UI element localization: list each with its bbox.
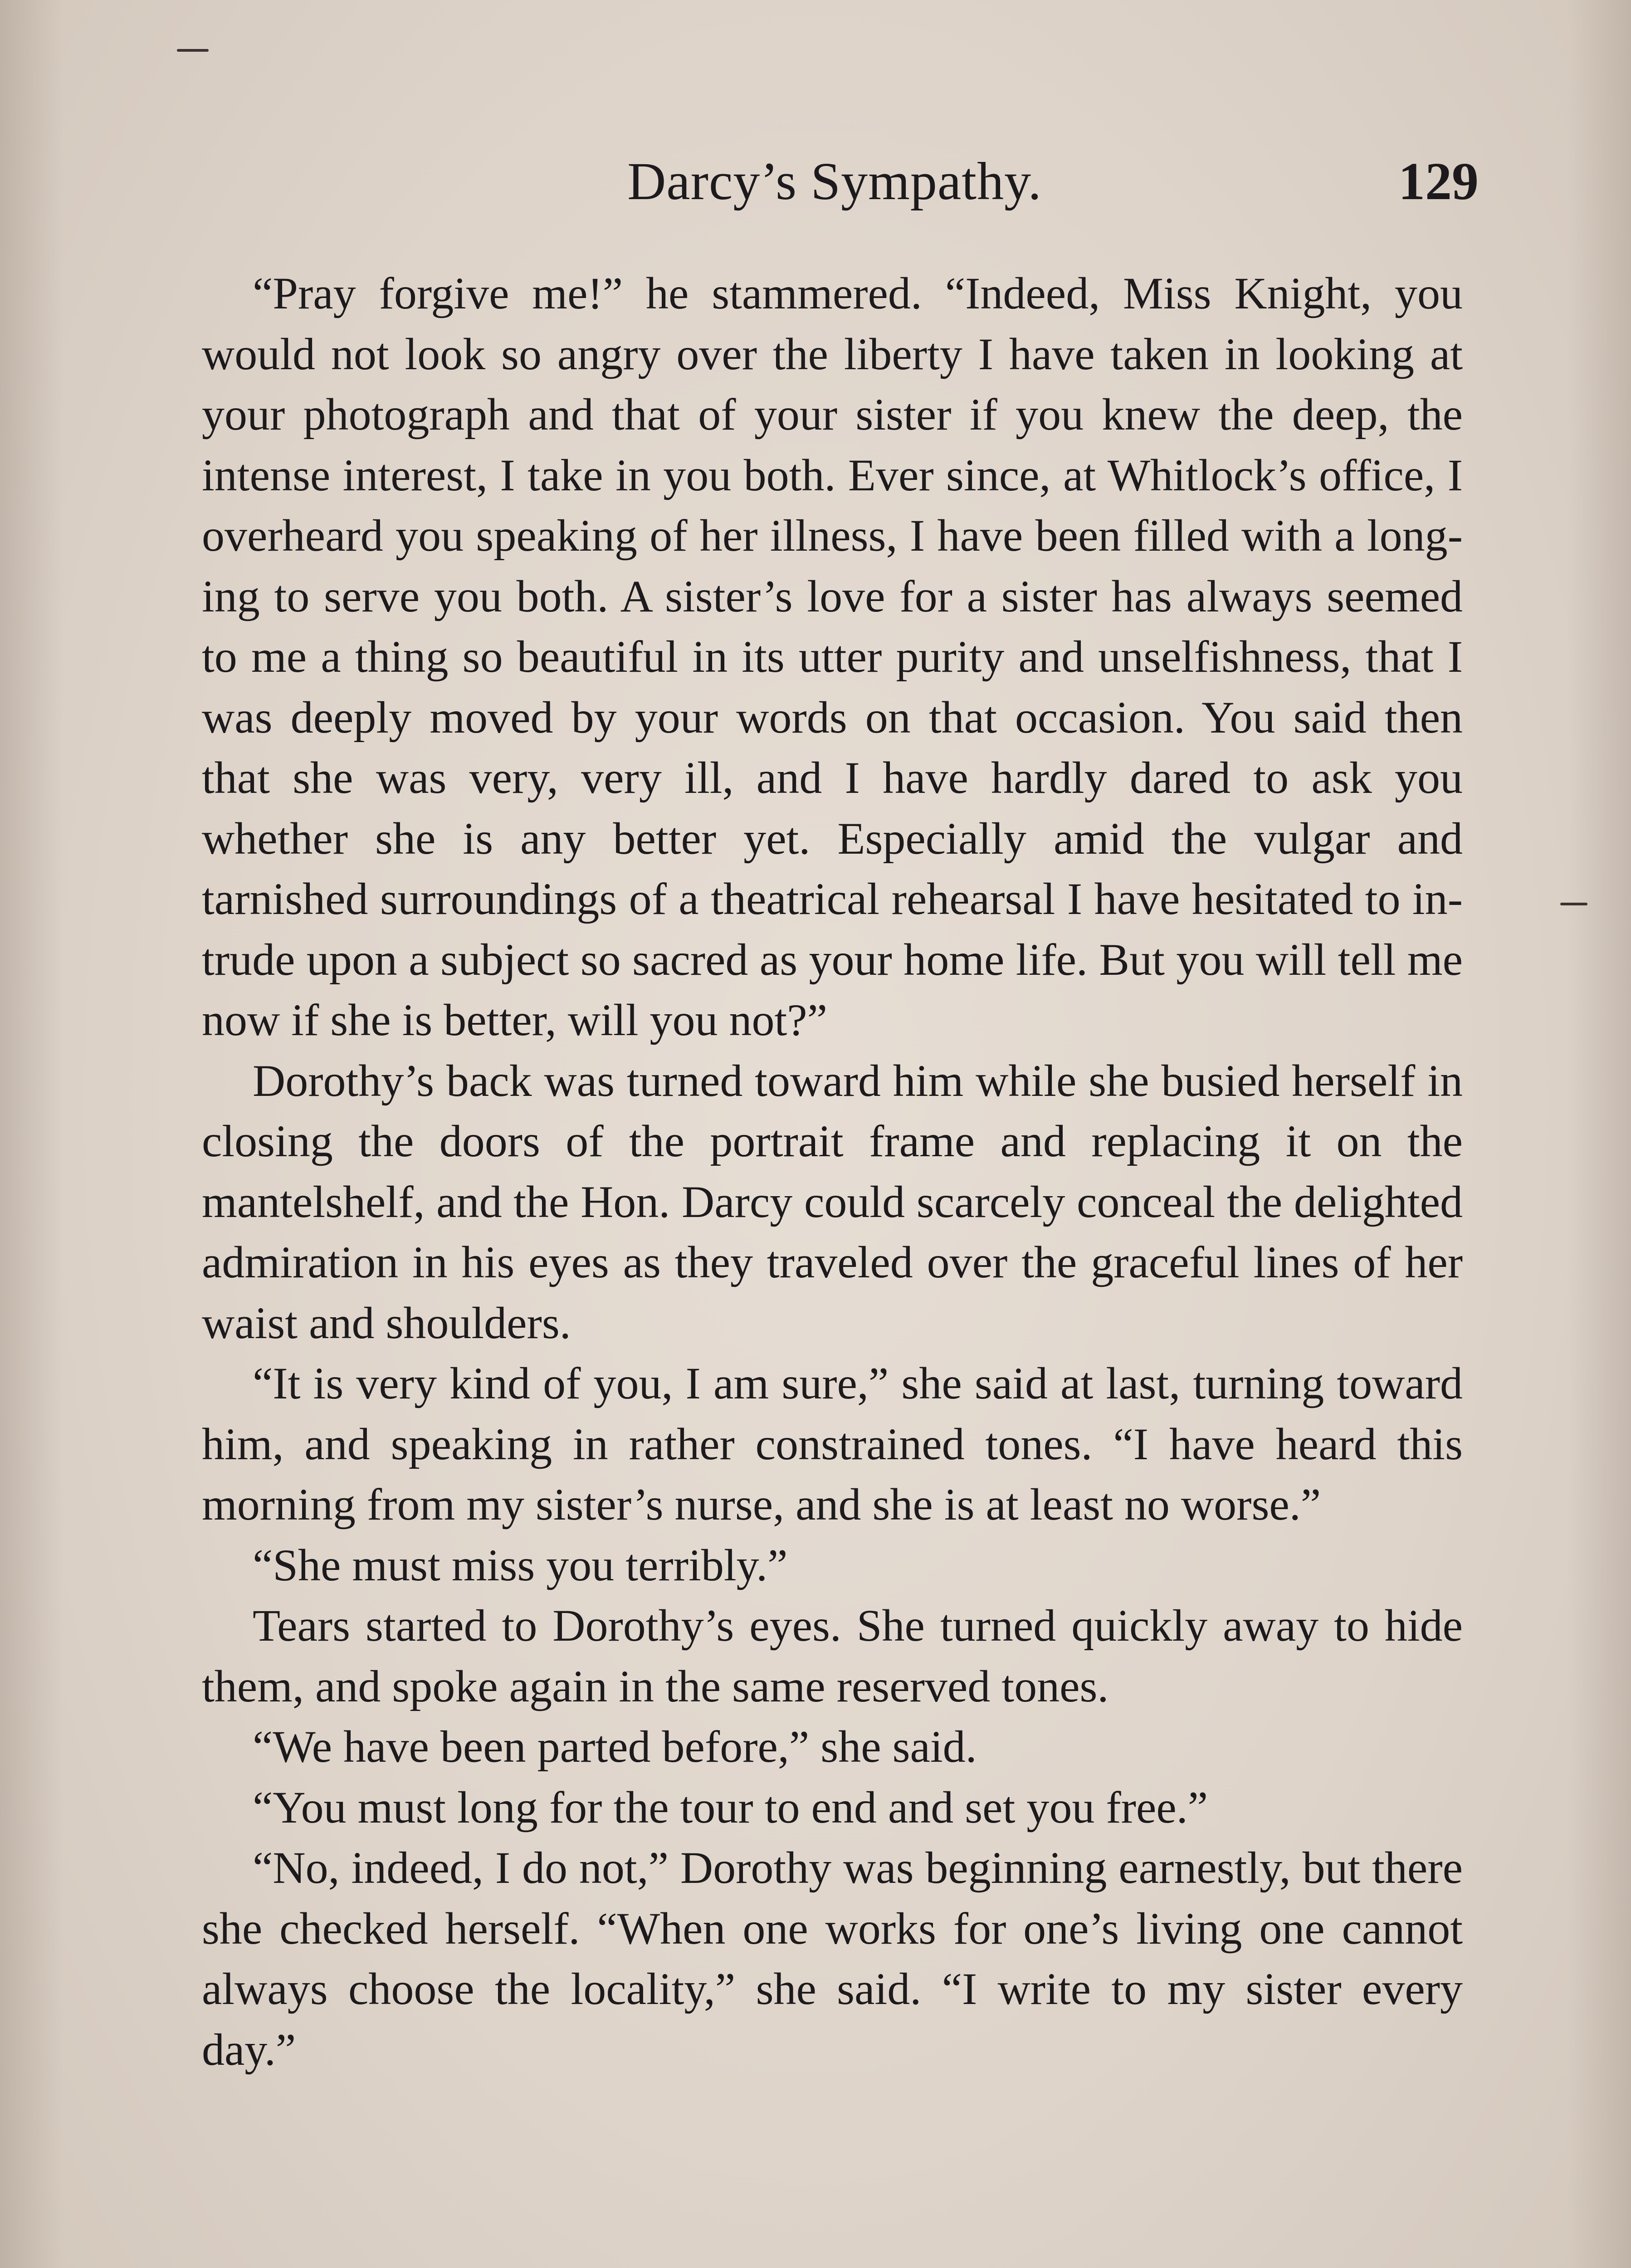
- page-edge-shadow-left: [0, 0, 63, 2268]
- paragraph-3: “It is very kind of you, I am sure,” she said at last, turning toward him, and speaking in rather constrained tones. “I have heard this morning from my sister’s nurse, and she is at least no worse.”: [202, 1358, 1463, 1530]
- paragraph-1: “Pray forgive me!” he stammered. “Indeed, Miss Knight, you would not look so angry over the liberty I have taken in looking at your photograph and that of your sister if you knew the deep, the intense interest, I take in you both. Ever since, at Whitlock’s office, I overheard you speaking of her illness, I have been filled with a longing to serve you both. A sister’s love for a sister has always seemed to me a thing so beautiful in its utter purity and unselfishness, that I was deeply moved by your words on that occasion. You said then that she was very, very ill, and I have hardly dared to ask you whether she is any better yet. Especially amid the vulgar and tarnished surroundings of a theatrical rehearsal I have hesitated to intrude upon a subject so sacred as your home life. But you will tell me now if she is better, will you not?”: [202, 268, 1463, 1045]
- page-number: 129: [1398, 152, 1479, 211]
- body-text: [202, 263, 1463, 2080]
- paragraph-8: “No, indeed, I do not,” Dorothy was beginning earnestly, but there she checked herself. “When one works for one’s living one cannot always choose the locality,” she said. “I write to my sister every day.”: [202, 1843, 1463, 2075]
- paragraph-6: “We have been parted before,” she said.: [253, 1721, 977, 1772]
- margin-mark-right: [1560, 903, 1587, 905]
- paragraph-5: Tears started to Dorothy’s eyes. She turned quickly away to hide them, and spoke again in the same reserved tones.: [202, 1600, 1463, 1711]
- paragraph-7: “You must long for the tour to end and set you free.”: [253, 1782, 1208, 1833]
- paragraph-2: Dorothy’s back was turned toward him while she busied herself in closing the doors of the portrait frame and replacing it on the mantelshelf, and the Hon. Darcy could scarcely conceal the delighted admiration in his eyes as they traveled over the graceful lines of her waist and shoulders.: [202, 1055, 1463, 1348]
- running-header: [200, 150, 1479, 213]
- running-title: Darcy’s Sympathy.: [627, 152, 1042, 211]
- paragraph-4: “She must miss you terribly.”: [253, 1540, 788, 1590]
- page-edge-shadow-right: [1568, 0, 1631, 2268]
- margin-mark-top-left: [177, 49, 209, 52]
